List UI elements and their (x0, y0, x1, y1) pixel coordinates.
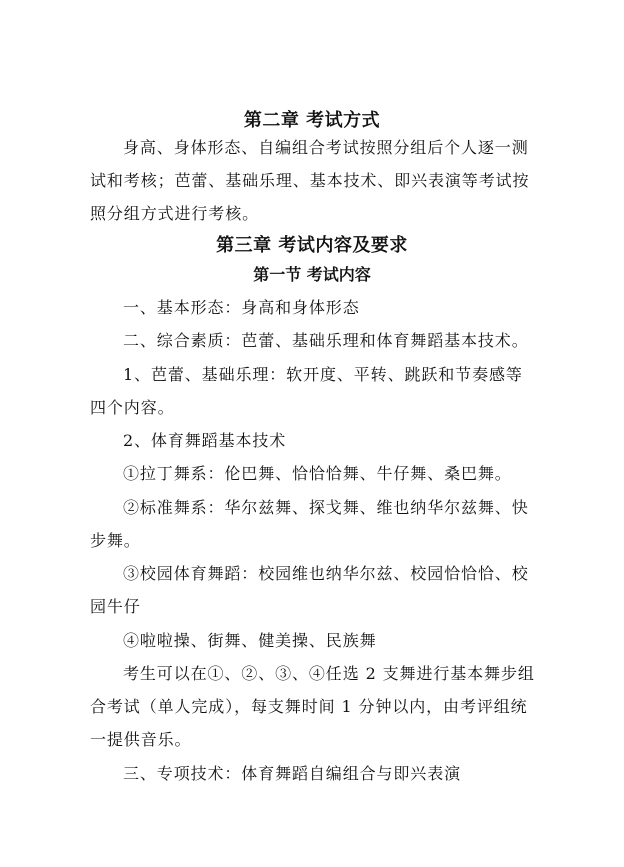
paragraph-line: ④啦啦操、街舞、健美操、民族舞 (123, 631, 377, 650)
paragraph-line: 四个内容。 (90, 398, 175, 417)
paragraph-line: ②标准舞系：华尔兹舞、探戈舞、维也纳华尔兹舞、快 (123, 498, 529, 517)
chapter-3-title: 第三章 考试内容及要求 (216, 235, 408, 256)
paragraph-line: 三、专项技术：体育舞蹈自编组合与即兴表演 (123, 764, 462, 783)
paragraph-line: 一提供音乐。 (90, 730, 192, 749)
paragraph-line: 试和考核；芭蕾、基础乐理、基本技术、即兴表演等考试按 (90, 171, 530, 190)
paragraph-line: 照分组方式进行考核。 (90, 204, 260, 223)
paragraph-line: 1、芭蕾、基础乐理：软开度、平转、跳跃和节奏感等 (123, 365, 523, 384)
paragraph-line: ①拉丁舞系：伦巴舞、恰恰恰舞、牛仔舞、桑巴舞。 (123, 464, 512, 483)
paragraph-line: 身高、身体形态、自编组合考试按照分组后个人逐一测 (123, 138, 529, 157)
paragraph-line: 考生可以在①、②、③、④任选 2 支舞进行基本舞步组 (123, 664, 535, 683)
chapter-2-title: 第二章 考试方式 (243, 110, 381, 131)
paragraph-line: ③校园体育舞蹈：校园维也纳华尔兹、校园恰恰恰、校 (123, 564, 529, 583)
paragraph-line: 一、基本形态：身高和身体形态 (123, 298, 360, 317)
paragraph-line: 步舞。 (90, 531, 141, 550)
paragraph-line: 2、体育舞蹈基本技术 (123, 431, 287, 450)
paragraph-line: 园牛仔 (90, 597, 141, 616)
paragraph-line: 二、综合素质：芭蕾、基础乐理和体育舞蹈基本技术。 (123, 331, 529, 350)
paragraph-line: 合考试（单人完成），每支舞时间 1 分钟以内，由考评组统 (90, 697, 528, 716)
section-1-title: 第一节 考试内容 (253, 265, 371, 284)
